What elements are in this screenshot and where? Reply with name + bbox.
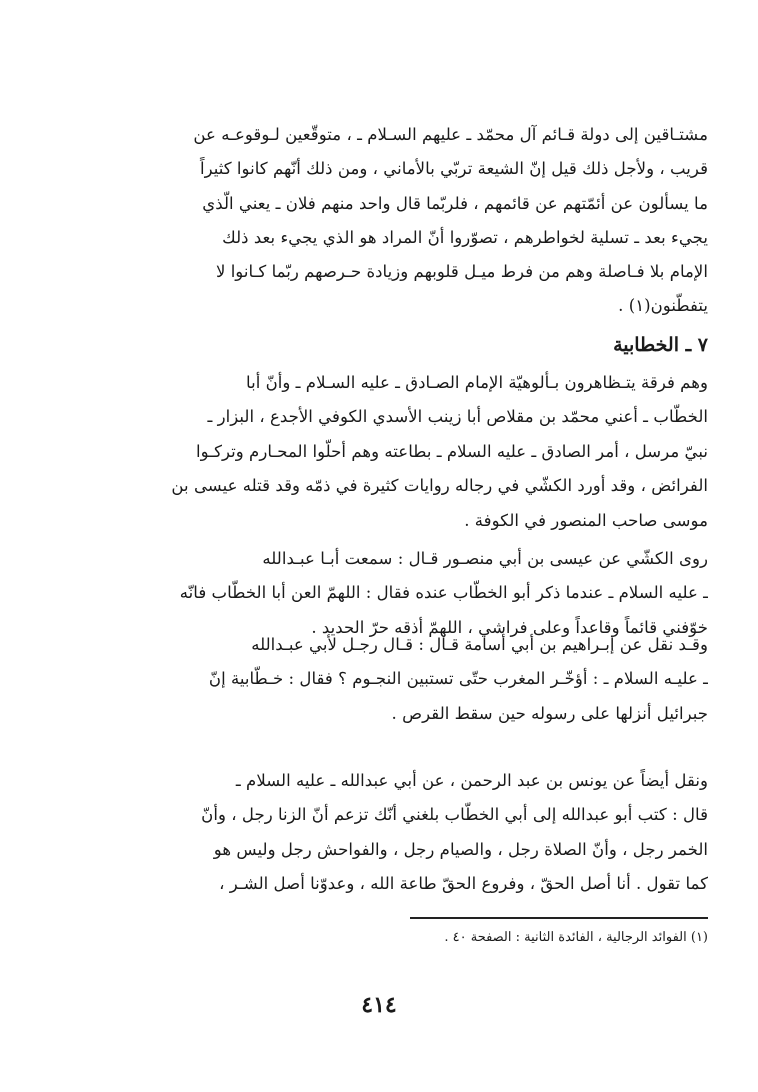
text-line: كما تقول . أنا أصل الحقّ ، وفروع الحقّ طاعة الله ، وعدوّنا أصل الشـر ، [219,873,708,893]
text-line: الإمام بلا فـاصلة وهم من فرط ميـل قلوبهم وزيادة حـرصهم ربّما كـانوا لا [215,262,708,282]
text-line: نبيّ مرسل ، أمر الصادق ـ عليه السلام ـ بطاعته وهم أحلّوا المحـارم وتركـوا [196,441,708,461]
paragraph-2 [88,366,708,538]
text-line: وهم فرقة يتـظاهرون بـألوهيّة الإمام الصـادق ـ عليه السـلام ـ وأنّ أبا [246,373,708,392]
text-line: ما يسألون عن أئمّتهم عن قائمهم ، فلربّما قال واحد منهم فلان ـ يعني الّذي [202,193,708,213]
text-line: يتفطّنون(١) . [618,296,708,316]
text-line: الخطّاب ـ أعني محمّد بن مقلاص أبا زينب الأسدي الكوفي الأجدع ، البزار ـ [207,407,708,427]
text-line: ونقل أيضاً عن يونس بن عبد الرحمن ، عن أبي عبدالله ـ عليه السلام ـ [235,771,708,790]
section-heading: ٧ ـ الخطابية [613,334,708,356]
text-line: وقـد نقل عن إبـراهيم بن أبي أسامة قـال : قـال رجـل لأبي عبـدالله [251,635,708,654]
text-line: قريب ، ولأجل ذلك قيل إنّ الشيعة تربّي بالأماني ، ومن ذلك أنّهم كانوا كثيراً [199,159,708,179]
page-number: ٤١٤ [361,992,397,1018]
paragraph-1 [88,118,708,324]
footnote: (١) الفوائد الرجالية ، الفائدة الثانية : الصفحة ٤٠ . [444,930,708,945]
text-line: الفرائض ، وقد أورد الكشّي في رجاله روايات كثيرة في ذمّه وقد قتله عيسى بن [171,476,708,496]
text-line: روى الكشّي عن عيسى بن أبي منصـور قـال : سمعت أبـا عبـدالله [262,549,708,568]
footnote-divider [410,917,708,919]
text-line: جبرائيل أنزلها على رسوله حين سقط القرص . [391,703,708,723]
paragraph-4 [88,628,708,731]
text-line: ـ عليه السلام ـ عندما ذكر أبو الخطّاب عنده فقال : اللهمّ العن أبا الخطّاب فانّه [179,583,708,603]
text-line: موسى صاحب المنصور في الكوفة . [464,510,708,530]
text-line: الخمر رجل ، وأنّ الصلاة رجل ، والصيام رجل ، والفواحش رجل وليس هو [213,839,708,859]
text-line: ـ عليـه السلام ـ : أؤخّـر المغرب حتّى تستبين النجـوم ؟ فقال : خـطّابية إنّ [208,669,708,689]
text-line: يجيء بعد ـ تسلية لخواطرهم ، تصوّروا أنّ المراد هو الذي يجيء بعد ذلك [222,227,708,247]
text-line: قال : كتب أبو عبدالله إلى أبي الخطّاب بلغني أنّك تزعم أنّ الزنا رجل ، وأنّ [201,805,708,825]
text-line: مشتـاقين إلى دولة قـائم آل محمّد ـ عليهم السـلام ـ ، متوقّعين لـوقوعـه عن [193,125,708,144]
text-line: خوّفني قائماً وقاعداً وعلى فراشي ، اللهمّ أذقه حرّ الحديد . [311,617,708,637]
paragraph-5 [88,764,708,901]
